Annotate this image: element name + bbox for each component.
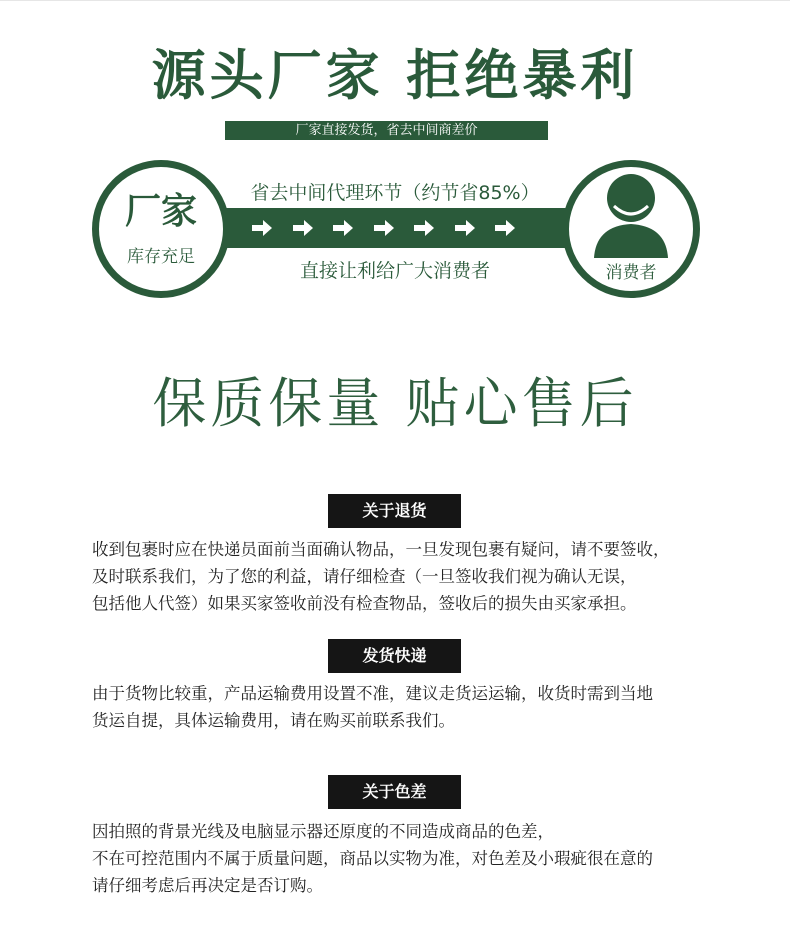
subtitle-banner: 厂家直接发货，省去中间商差价	[225, 121, 548, 140]
color-line: 不在可控范围内不属于质量问题，商品以实物为准，对色差及小瑕疵很在意的	[92, 849, 653, 868]
top-divider	[0, 0, 790, 1]
consumer-label: 消费者	[605, 263, 657, 283]
color-tag: 关于色差	[328, 775, 461, 809]
returns-line: 包括他人代签）如果买家签收前没有检查物品，签收后的损失由买家承担。	[92, 594, 637, 613]
arrow-right-icon	[414, 220, 434, 236]
shipping-line: 由于货物比较重，产品运输费用设置不准，建议走货运运输，收货时需到当地	[92, 684, 653, 703]
arrow-right-icon	[455, 220, 475, 236]
arrow-right-icon	[252, 220, 272, 236]
returns-paragraph	[92, 536, 772, 617]
shipping-tag: 发货快递	[328, 639, 461, 673]
returns-line: 收到包裹时应在快递员面前当面确认物品，一旦发现包裹有疑问，请不要签收，	[92, 540, 670, 559]
arrow-right-icon	[293, 220, 313, 236]
returns-tag: 关于退货	[328, 494, 461, 528]
color-line: 请仔细考虑后再决定是否订购。	[92, 876, 323, 895]
factory-subtitle: 库存充足	[127, 247, 195, 267]
factory-title: 厂家	[124, 191, 197, 232]
arrow-right-icon	[333, 220, 353, 236]
page-title: 源头厂家 拒绝暴利	[151, 44, 639, 107]
section-heading: 保质保量 贴心售后	[152, 372, 638, 435]
arrow-right-icon	[374, 220, 394, 236]
shipping-paragraph	[92, 680, 772, 734]
returns-line: 及时联系我们，为了您的利益，请仔细检查（一旦签收我们视为确认无误，	[92, 567, 637, 586]
arrow-right-icon	[495, 220, 515, 236]
shipping-line: 货运自提，具体运输费用，请在购买前联系我们。	[92, 711, 455, 730]
flow-top-text: 省去中间代理环节（约节省85%）	[250, 182, 540, 204]
color-paragraph	[92, 818, 772, 899]
person-icon	[588, 168, 674, 258]
flow-pipe	[222, 208, 570, 248]
color-line: 因拍照的背景光线及电脑显示器还原度的不同造成商品的色差，	[92, 822, 554, 841]
flow-bottom-text: 直接让利给广大消费者	[299, 260, 490, 282]
